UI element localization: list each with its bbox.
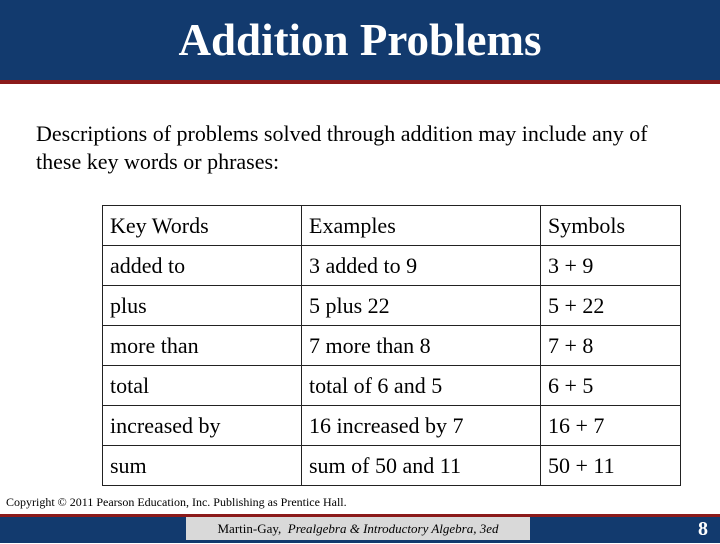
- key-word-cell: sum: [103, 446, 302, 486]
- symbol-cell: 50 + 11: [541, 446, 681, 486]
- table-row: [103, 366, 681, 406]
- table-row: [103, 326, 681, 366]
- example-cell: 3 added to 9: [302, 246, 541, 286]
- example-cell: 7 more than 8: [302, 326, 541, 366]
- symbol-cell: 3 + 9: [541, 246, 681, 286]
- table-header-row: [103, 206, 681, 246]
- header-symbols: Symbols: [541, 206, 681, 246]
- table-row: [103, 406, 681, 446]
- key-word-cell: total: [103, 366, 302, 406]
- key-words-table: [102, 205, 681, 486]
- table-row: [103, 446, 681, 486]
- footer-citation: [186, 517, 530, 540]
- example-cell: total of 6 and 5: [302, 366, 541, 406]
- example-cell: 5 plus 22: [302, 286, 541, 326]
- symbol-cell: 5 + 22: [541, 286, 681, 326]
- copyright-notice: Copyright © 2011 Pearson Education, Inc. Publishing as Prentice Hall.: [6, 495, 347, 509]
- table-row: [103, 286, 681, 326]
- header-key-words: Key Words: [103, 206, 302, 246]
- key-word-cell: added to: [103, 246, 302, 286]
- header-examples: Examples: [302, 206, 541, 246]
- intro-text: Descriptions of problems solved through addition may include any of these key words or phrases:: [36, 121, 648, 174]
- key-word-cell: more than: [103, 326, 302, 366]
- footer-author: Martin-Gay,: [217, 520, 282, 536]
- key-word-cell: increased by: [103, 406, 302, 446]
- symbol-cell: 7 + 8: [541, 326, 681, 366]
- key-word-cell: plus: [103, 286, 302, 326]
- symbol-cell: 6 + 5: [541, 366, 681, 406]
- footer-book-title: Prealgebra & Introductory Algebra, 3ed: [287, 520, 499, 536]
- symbol-cell: 16 + 7: [541, 406, 681, 446]
- example-cell: 16 increased by 7: [302, 406, 541, 446]
- title-accent-stripe: [0, 80, 720, 84]
- example-cell: sum of 50 and 11: [302, 446, 541, 486]
- page-number: 8: [698, 518, 708, 540]
- table-row: [103, 246, 681, 286]
- slide-title: Addition Problems: [178, 15, 542, 65]
